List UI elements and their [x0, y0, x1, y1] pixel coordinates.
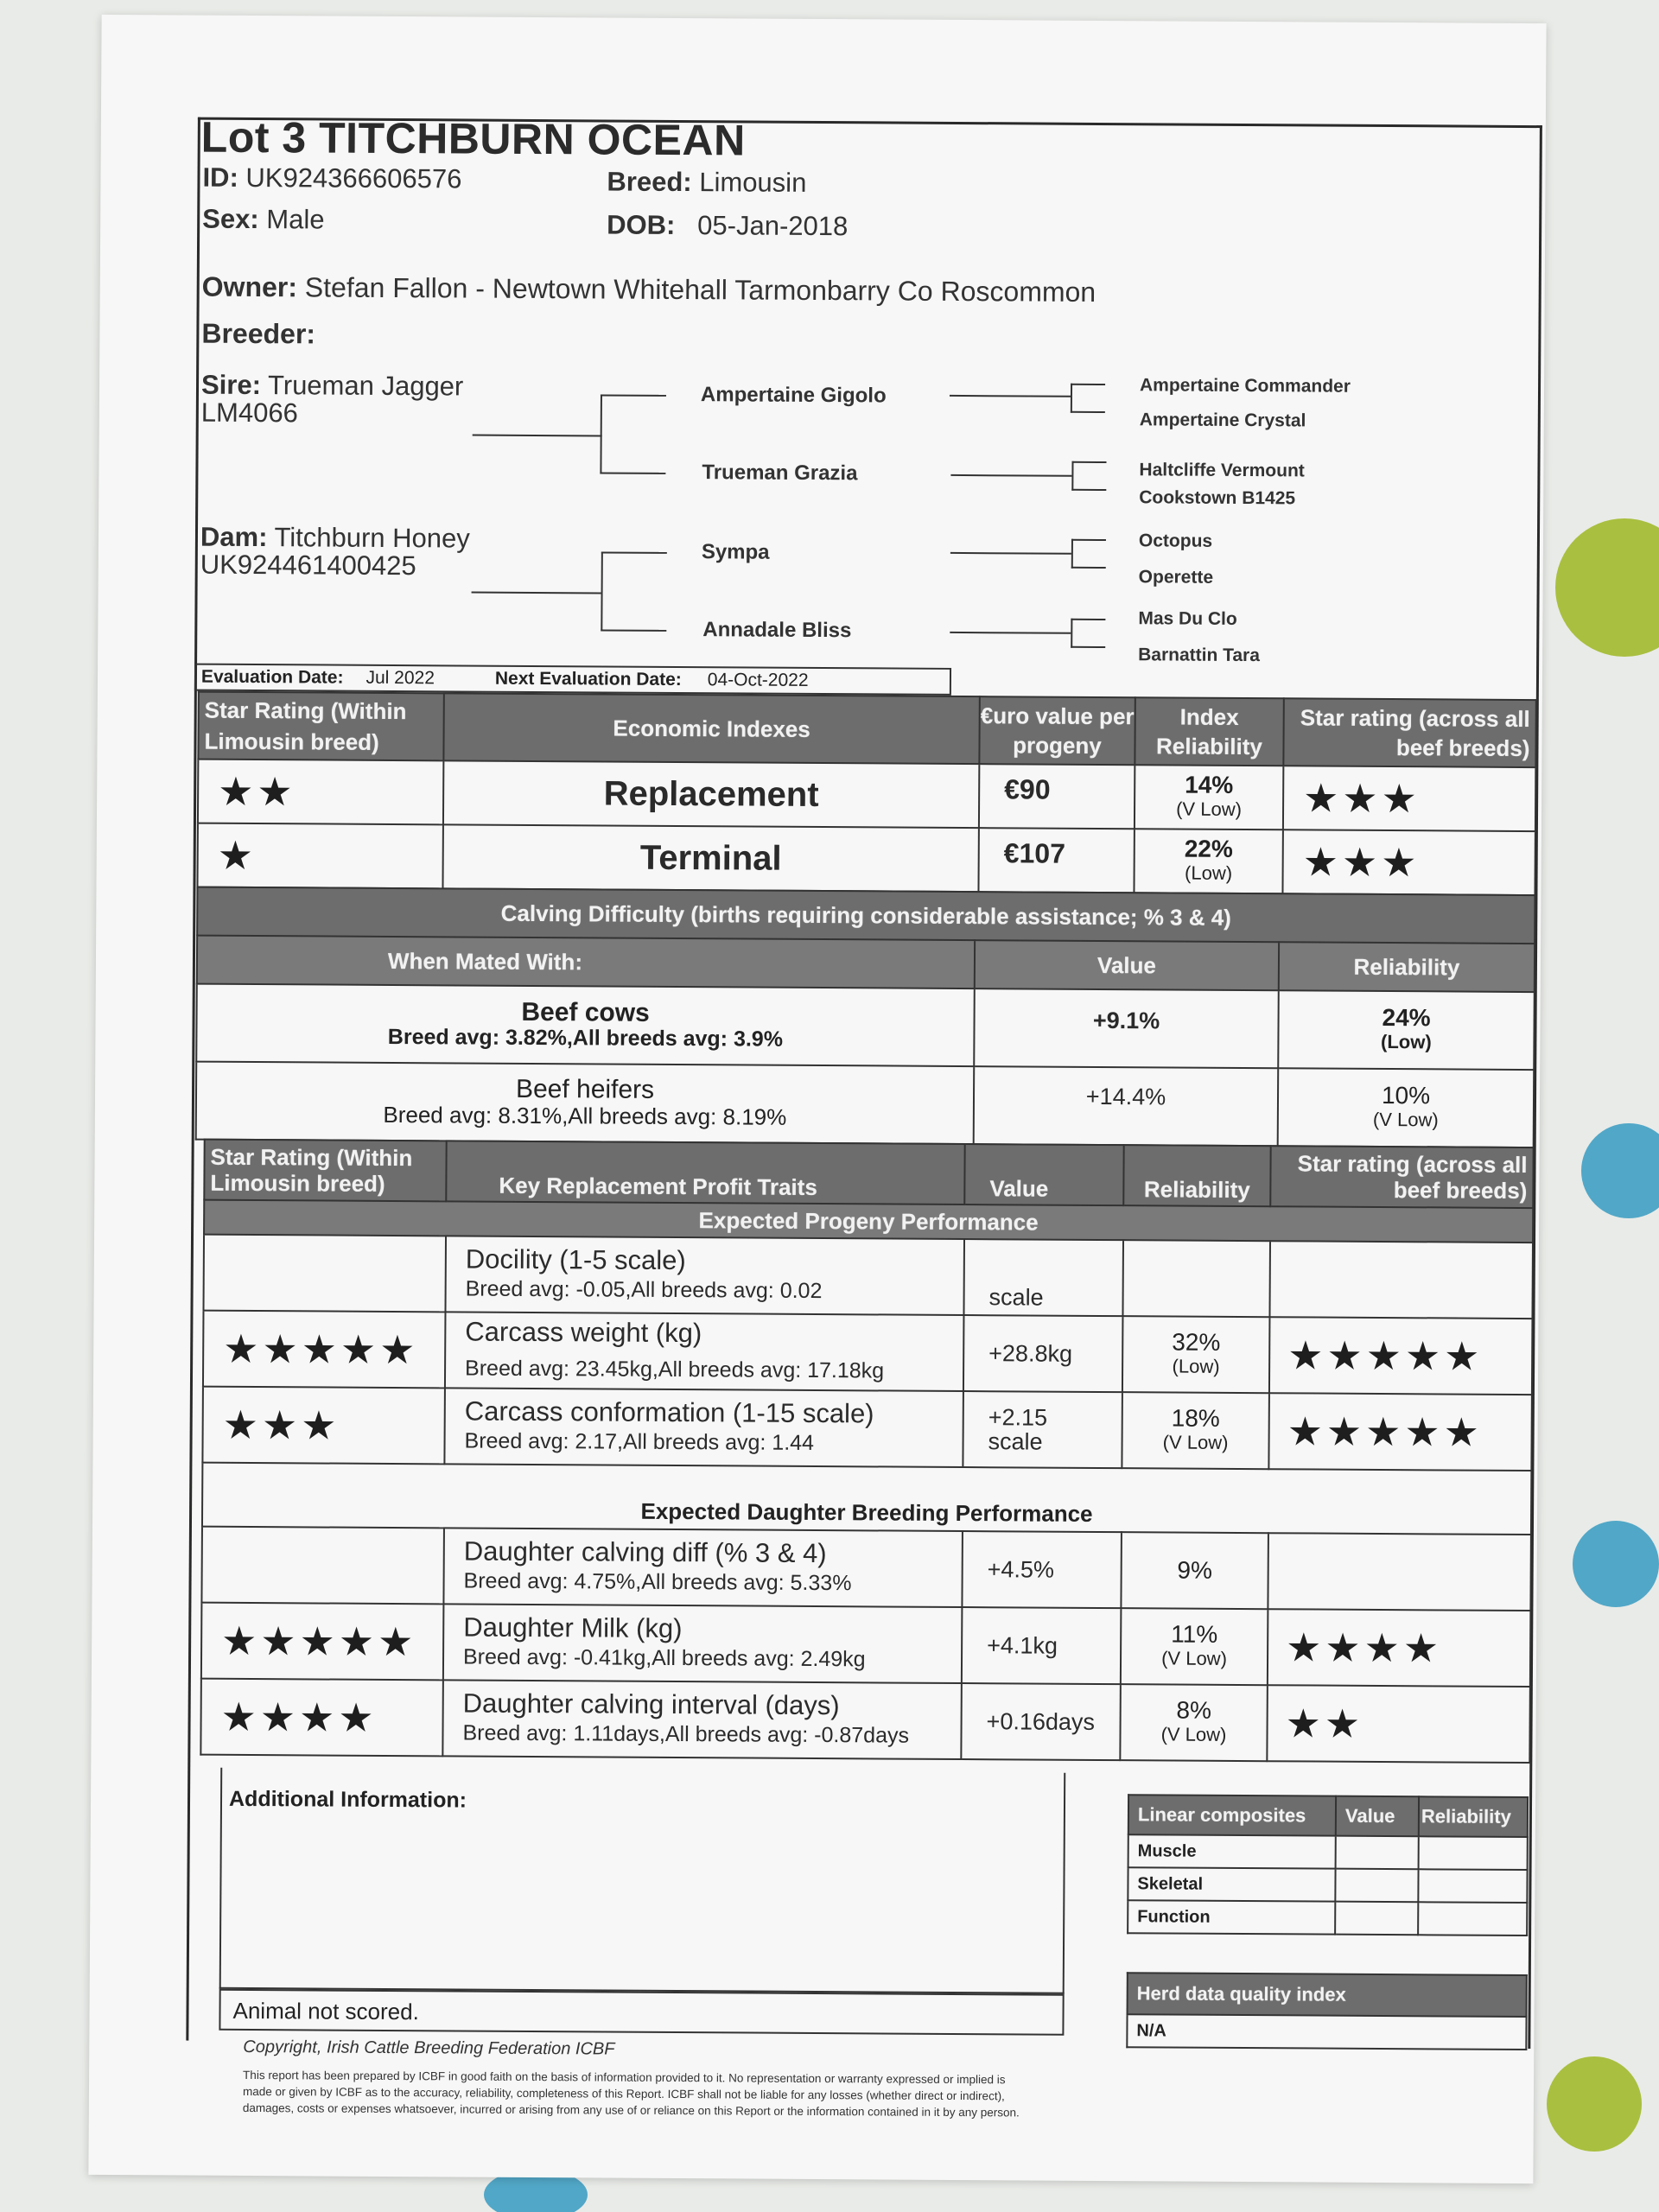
trait-row-daughter-milk: ★★★★★ Daughter Milk (kg) Breed avg: -0.41kg,All breeds avg: 2.49kg +4.1kg 11% (V Low) ★★★★ — [201, 1603, 1531, 1687]
owner-value: Stefan Fallon - Newtown Whitehall Tarmonbarry Co Roscommon — [304, 271, 1096, 308]
calving-band: Calving Difficulty (births requiring considerable assistance; % 3 & 4) — [197, 887, 1535, 944]
sire-sire: Ampertaine Gigolo — [700, 383, 887, 408]
daughter-band: Expected Daughter Breeding Performance — [202, 1463, 1531, 1535]
additional-info-box — [219, 1768, 1066, 1994]
star-rating-within: ★★ — [198, 760, 443, 825]
ggp-2: Ampertaine Crystal — [1139, 410, 1306, 431]
index-row-replacement: ★★ Replacement €90 14% (V Low) ★★★ — [198, 760, 1535, 831]
progeny-band: Expected Progeny Performance — [204, 1200, 1533, 1243]
trait-row-daughter-calving-interval: ★★★★ Daughter calving interval (days) Breed avg: 1.11days,All breeds avg: -0.87days +0.16days 8% (V Low) ★★ — [200, 1679, 1530, 1763]
star-rating-within: ★ — [197, 823, 442, 889]
dob-value: 05-Jan-2018 — [697, 210, 849, 242]
id-row: ID: UK924366606576 — [202, 162, 462, 194]
next-evaluation-date: 04-Oct-2022 — [707, 670, 809, 690]
paper-sheet — [88, 15, 1546, 2183]
owner-row: Owner: Stefan Fallon - Newtown Whitehall Tarmonbarry Co Roscommon — [201, 270, 1096, 308]
ggp-1: Ampertaine Commander — [1139, 375, 1351, 397]
index-name: Terminal — [442, 824, 978, 892]
evaluation-dates: Evaluation Date: Jul 2022 Next Evaluation Date: 04-Oct-2022 — [194, 664, 951, 696]
animal-note-box — [219, 1989, 1064, 2036]
ggp-8: Barnattin Tara — [1138, 645, 1261, 666]
background-dot — [1555, 518, 1659, 657]
dob-row: DOB: 05-Jan-2018 — [607, 209, 849, 242]
ggp-5: Octopus — [1138, 531, 1213, 551]
ggp-6: Operette — [1138, 567, 1214, 588]
sex-row: Sex: Male — [202, 203, 325, 235]
trait-row-daughter-calving-diff: Daughter calving diff (% 3 & 4) Breed avg: 4.75%,All breeds avg: 5.33% +4.5% 9% — [201, 1527, 1531, 1611]
sex-value: Male — [266, 204, 325, 235]
trait-row-carcass-weight: ★★★★★ Carcass weight (kg) Breed avg: 23.45kg,All breeds avg: 17.18kg +28.8kg 32% (Low) ★★★★★ — [203, 1311, 1533, 1395]
ggp-4: Cookstown B1425 — [1139, 487, 1296, 509]
linear-row-muscle: Muscle — [1128, 1834, 1528, 1870]
index-row-terminal: ★ Terminal €107 22% (Low) ★★★ — [197, 823, 1535, 895]
copyright: Copyright, Irish Cattle Breeding Federation ICBF — [243, 2037, 615, 2059]
background-dot — [1547, 2056, 1642, 2152]
economic-index-table: Star Rating (Within Limousin breed) Economic Indexes €uro value per progeny Index Reliability Star rating (across all beef breeds) ★★ Replacement €90 14% (V Low) ★★★ ★ Terminal €107 22% (Low) ★★★ — [196, 691, 1536, 896]
breed-row: Breed: Limousin — [607, 166, 807, 198]
disclaimer: This report has been prepared by ICBF in good faith on the basis of information provided to it. No representation or warranty expressed or implied is made or given by ICBF as to the accuracy, reliability, completeness of this Report. ICBF shall not be liable for any losses (whether direct or indirect), damages, costs or expenses whatsoever, incurred or arising from any use of or reliance on this Report or the information contained in it by any person. — [242, 2068, 1020, 2120]
report — [198, 112, 1542, 2120]
sire-dam: Trueman Grazia — [702, 461, 858, 486]
breeder-label: Breeder: — [201, 317, 316, 350]
dam-dam: Annadale Bliss — [702, 618, 852, 643]
background-dot — [1573, 1521, 1659, 1607]
index-name: Replacement — [443, 760, 979, 828]
linear-row-skeletal: Skeletal — [1128, 1867, 1527, 1903]
euro-value: €90 — [979, 764, 1135, 829]
dam: Dam: Titchburn Honey UK924461400425 — [200, 521, 470, 582]
additional-info-label: Additional Information: — [228, 1786, 467, 1813]
breed-value: Limousin — [699, 167, 807, 198]
trait-row-docility: Docility (1-5 scale) Breed avg: -0.05,All breeds avg: 0.02 scale — [203, 1235, 1533, 1319]
calving-row-beef-heifers: Beef heifers Breed avg: 8.31%,All breeds avg: 8.19% +14.4% 10% (V Low) — [196, 1062, 1535, 1147]
calving-difficulty-table: Calving Difficulty (births requiring considerable assistance; % 3 & 4) When Mated With: Value Reliability Beef cows Breed avg: 3.82%,All breeds avg: 3.9% +9.1% 24% (Low) Beef heifers Breed avg: 8.31%,All breeds avg: 8.19% +14.4% 10% (V Low) — [195, 887, 1536, 1148]
sire-id: LM4066 — [200, 397, 298, 429]
ggp-7: Mas Du Clo — [1138, 608, 1237, 629]
background-dot — [1581, 1123, 1659, 1218]
linear-row-function: Function — [1128, 1900, 1527, 1936]
dam-id: UK924461400425 — [200, 549, 416, 582]
linear-composites-table: Linear composites Value Reliability Muscle Skeletal Function — [1127, 1794, 1529, 1936]
ggp-3: Haltcliffe Vermount — [1139, 460, 1305, 481]
star-rating-across: ★★★ — [1283, 766, 1535, 831]
reliability: 22% — [1184, 835, 1233, 862]
animal-note: Animal not scored. — [232, 1997, 419, 2025]
star-rating-across: ★★★ — [1282, 830, 1535, 895]
herd-data-quality-value: N/A — [1127, 2014, 1526, 2050]
evaluation-date: Jul 2022 — [365, 667, 435, 689]
herd-data-quality-table: Herd data quality index N/A — [1126, 1972, 1528, 2050]
dam-sire: Sympa — [701, 540, 770, 564]
calving-row-beef-cows: Beef cows Breed avg: 3.82%,All breeds avg: 3.9% +9.1% 24% (Low) — [196, 984, 1535, 1070]
calving-value: +14.4% — [974, 1066, 1279, 1146]
lot-title: Lot 3 TITCHBURN OCEAN — [200, 112, 746, 165]
trait-row-carcass-conformation: ★★★ Carcass conformation (1-15 scale) Breed avg: 2.17,All breeds avg: 1.44 +2.15 scale 18% (V Low) ★★★★★ — [202, 1387, 1532, 1471]
reliability: 14% — [1185, 771, 1234, 798]
animal-id: UK924366606576 — [245, 162, 462, 194]
traits-table: Star Rating (Within Limousin breed) Key Replacement Profit Traits Value Reliability Star rating (across all beef breeds) Expected Progeny Performance Docility (1-5 scale) Breed avg: -0.05,All breeds avg: 0.02 scale ★★★★★ Carcass weight (kg) Breed avg: 23.45kg,All breeds avg: 17.18kg +28.8kg 32% (Low) ★★★★★ ★★★ Carcass conformation (1-15 scale) Breed avg: 2.17,All breeds avg: 1.44 +2.15 scale 18% (V Low) ★★★★★ Expected Daughter Breeding Performance Daughter calving diff (% 3 & 4) Breed avg: 4.75%,All breeds avg: 5.33% +4.5% 9% ★★★★★ Daughter Milk (kg) Breed avg: -0.41kg,All breeds avg: 2.49kg +4.1kg 11% (V Low) ★★★★ ★★★★ Daughter calving interval (days) Breed avg: 1.11days,All breeds avg: -0.87days +0.16days 8% (V Low) ★★ — [200, 1139, 1534, 1764]
sire: Sire: Trueman Jagger LM4066 — [200, 369, 464, 429]
euro-value: €107 — [978, 828, 1134, 893]
calving-value: +9.1% — [974, 988, 1279, 1068]
